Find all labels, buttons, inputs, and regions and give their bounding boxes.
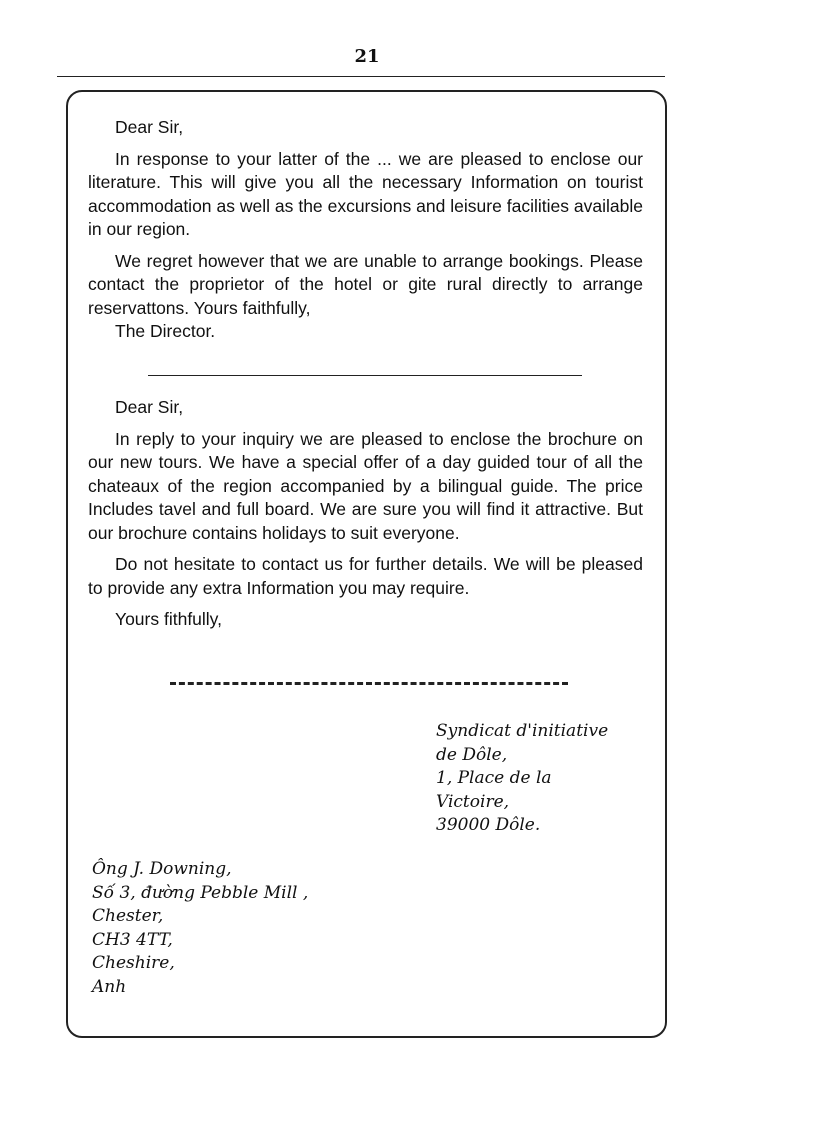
sender-address-line: Syndicat d'initiative <box>436 721 609 741</box>
page-number: 21 <box>354 46 380 67</box>
recipient-address-line: Cheshire, <box>92 953 175 973</box>
sender-address-line: 1, Place de la <box>436 768 552 788</box>
recipient-address-line: Anh <box>92 976 127 997</box>
letter-two-closing: Yours fithfully, <box>115 609 222 629</box>
recipient-address-line: Chester, <box>92 906 164 926</box>
recipient-address-line: Ông J. Downing, <box>92 859 232 879</box>
recipient-address-line: CH3 4TT, <box>92 929 173 950</box>
letter-two-salutation: Dear Sir, <box>115 397 184 417</box>
signature-dash-line <box>170 682 568 685</box>
recipient-address <box>92 858 308 999</box>
letter-one-signature: The Director. <box>115 321 216 341</box>
letter-two-paragraph: In reply to your inquiry we are pleased to enclose the brochure on our new tours. We have a special offer of a day guided tour of all the chateaux of the region accompanied by a bilingual guide. The price Includes tavel and full board. We are sure you will find it attractive. But our brochure contains holidays to suit everyone. <box>88 428 643 543</box>
letter-one-salutation: Dear Sir, <box>115 117 184 137</box>
letter-one-paragraph: In response to your latter of the ... we are pleased to enclose our literature. This will give you all the necessary Information on tourist accommodation as well as the excursions and leisure facilities available in our region. <box>88 148 643 239</box>
letter-two <box>88 396 643 632</box>
sender-address-line: 39000 Dôle. <box>436 815 541 835</box>
sender-address-line: de Dôle, <box>436 744 508 765</box>
letter-one <box>88 116 643 344</box>
top-rule <box>57 76 665 77</box>
letter-one-paragraph: We regret however that we are unable to arrange bookings. Please contact the proprietor of the hotel or gite rural directly to arrange reservattons. Yours faithfully, <box>88 250 643 318</box>
section-divider <box>148 375 582 376</box>
letter-two-paragraph: Do not hesitate to contact us for further details. We will be pleased to provide any extra Information you may require. <box>88 554 643 598</box>
sender-address <box>436 720 608 838</box>
sender-address-line: Victoire, <box>436 791 510 812</box>
recipient-address-line: Số 3, đường Pebble Mill , <box>92 882 309 903</box>
